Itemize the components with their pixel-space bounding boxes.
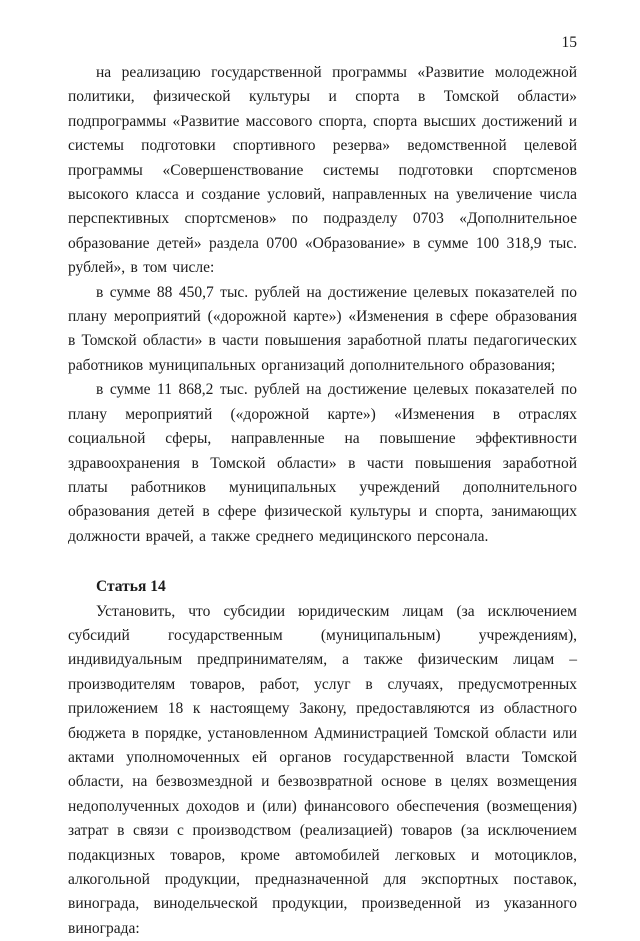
page-number: 15 — [561, 34, 577, 51]
paragraph-program-funding: на реализацию государственной программы «Развитие молодежной политики, физической культуры и спорта в Томской области» подпрограммы «Развитие массового спорта, спорта высших достижений и системы подготовки спортивного резерва» ведомственной целевой программы «Совершенствование системы подготовки спортсменов высокого класса и создание условий, направленных на увеличение числа перспективных спортсменов» по подразделу 0703 «Дополнительное образование детей» раздела 0700 «Образование» в сумме 100 318,9 тыс. рублей», в том числе: — [68, 64, 577, 277]
paragraph-article-14-body: Установить, что субсидии юридическим лицам (за исключением субсидий государственным (муниципальным) учреждениям), индивидуальным предпринимателям, а также физическим лицам – производителям товаров, работ, услуг в случаях, предусмотренных приложением 18 к настоящему Закону, предоставляются из областного бюджета в порядке, установленном Администрацией Томской области или актами уполномоченных ей органов государственной власти Томской области, на безвозмездной и безвозвратной основе в целях возмещения недополученных доходов и (или) финансового обеспечения (возмещения) затрат в связи с производством (реализацией) товаров (за исключением подакцизных товаров, кроме автомобилей легковых и мотоциклов, алкогольной продукции, предназначенной для экспортных поставок, винограда, винодельческой продукции, произведенной из указанного винограда: — [68, 602, 577, 937]
paragraph-sum-11868: в сумме 11 868,2 тыс. рублей на достижение целевых показателей по плану мероприятий («дорожной карте») «Изменения в отраслях социальной сферы, направленные на повышение эффективности здравоохранения в Томской области» в части повышения заработной платы работников муниципальных учреждений дополнительного образования детей в сфере физической культуры и спорта, занимающих должности врачей, а также среднего медицинского персонала. — [68, 381, 577, 545]
paragraph-sum-88450: в сумме 88 450,7 тыс. рублей на достижение целевых показателей по плану мероприятий («дорожной карте») «Изменения в сфере образования в Томской области» в части повышения заработной платы педагогических работников муниципальных организаций дополнительного образования; — [68, 283, 577, 374]
article-14-heading: Статья 14 — [96, 578, 166, 596]
